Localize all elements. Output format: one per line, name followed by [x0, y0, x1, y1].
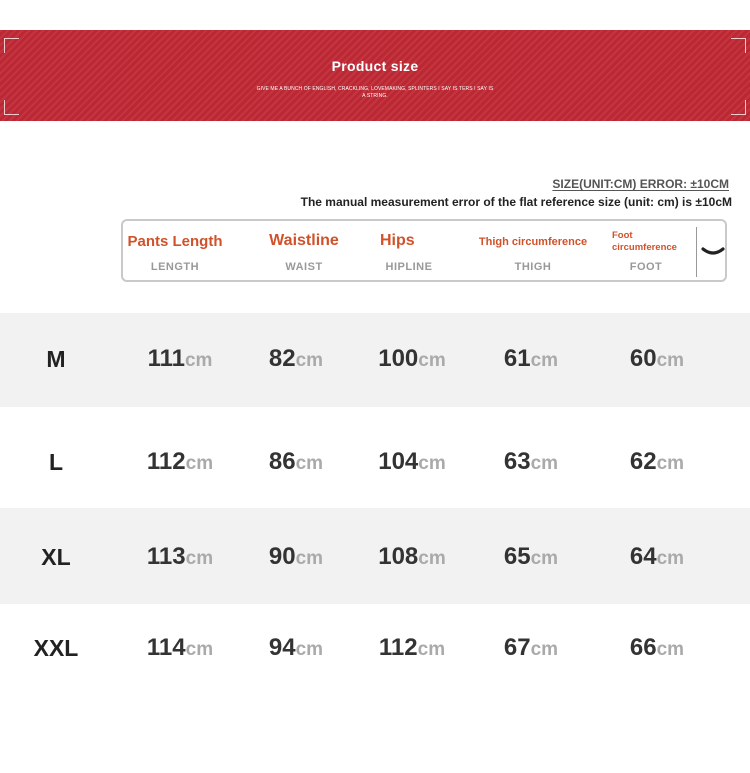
- hipline-value: [352, 543, 472, 571]
- header-label: Hips: [380, 232, 415, 249]
- unit: cm: [418, 548, 446, 569]
- value: 61: [503, 345, 531, 372]
- waist-value: [236, 345, 356, 373]
- banner-corner-top-right: [731, 38, 746, 53]
- length-value: [120, 543, 240, 571]
- thigh-value: [471, 634, 591, 662]
- value: 113: [146, 543, 186, 570]
- size-label: M: [46, 346, 66, 372]
- header-sub-label: HIPLINE: [385, 261, 433, 273]
- foot-value: [597, 448, 717, 476]
- unit: cm: [656, 350, 685, 371]
- value: 108: [378, 543, 419, 570]
- value: 64: [629, 543, 657, 570]
- hipline-value: [352, 634, 472, 662]
- unit: cm: [418, 453, 446, 474]
- unit: cm: [185, 548, 214, 569]
- banner-subtitle: GIVE ME A BUNCH OF ENGLISH, CRACKLING, LOVEMAKING, SPLINTERS I SAY IS TERS I SAY IS A STRING.: [256, 86, 494, 99]
- unit: cm: [656, 639, 685, 660]
- hipline-value: [352, 448, 472, 476]
- value: 65: [503, 543, 531, 570]
- header-divider: [696, 227, 697, 277]
- table-row: [0, 604, 750, 694]
- unit: cm: [295, 350, 324, 371]
- hipline-value: [352, 345, 472, 373]
- size-label: XL: [41, 544, 71, 570]
- value: 66: [629, 634, 657, 661]
- value: 104: [378, 448, 419, 475]
- unit: cm: [656, 453, 685, 474]
- value: 94: [268, 634, 296, 661]
- value: 114: [146, 634, 186, 661]
- unit: cm: [184, 350, 213, 371]
- unit: cm: [530, 548, 559, 569]
- unit: cm: [185, 453, 214, 474]
- value: 112: [378, 634, 418, 661]
- waist-value: [236, 634, 356, 662]
- thigh-value: [471, 543, 591, 571]
- measurement-header: [121, 219, 727, 282]
- header-sub-label: FOOT: [629, 261, 663, 273]
- value: 62: [629, 448, 657, 475]
- unit: cm: [295, 453, 324, 474]
- table-row: [0, 508, 750, 604]
- size-unit-note: SIZE(UNIT:CM) ERROR: ±10CM: [552, 177, 729, 191]
- waist-value: [236, 448, 356, 476]
- unit: cm: [417, 639, 446, 660]
- header-sub-label: THIGH: [514, 261, 552, 273]
- value: 111: [147, 345, 185, 372]
- length-value: [120, 448, 240, 476]
- value: 86: [268, 448, 296, 475]
- value: 90: [268, 543, 296, 570]
- length-value: [120, 345, 240, 373]
- table-row: [0, 407, 750, 508]
- header-sub-label: WAIST: [285, 261, 323, 273]
- value: 63: [503, 448, 531, 475]
- unit: cm: [418, 350, 446, 371]
- header-label: Waistline: [269, 232, 339, 249]
- banner-corner-top-left: [4, 38, 19, 53]
- chevron-down-icon[interactable]: [701, 243, 725, 261]
- value: 100: [378, 345, 419, 372]
- unit: cm: [295, 548, 324, 569]
- size-label: XXL: [33, 635, 79, 661]
- header-label: Thigh circumference: [478, 236, 588, 248]
- unit: cm: [656, 548, 685, 569]
- unit: cm: [530, 350, 559, 371]
- unit: cm: [530, 639, 559, 660]
- foot-value: [597, 345, 717, 373]
- banner-corner-bottom-left: [4, 100, 19, 115]
- table-row: [0, 313, 750, 407]
- header-label: Pants Length: [127, 233, 223, 250]
- product-size-banner: [0, 30, 750, 121]
- banner-title: Product size: [331, 58, 419, 74]
- waist-value: [236, 543, 356, 571]
- value: 67: [503, 634, 531, 661]
- foot-value: [597, 543, 717, 571]
- thigh-value: [471, 345, 591, 373]
- size-label: L: [48, 449, 64, 475]
- header-label: Foot circumference: [612, 230, 677, 253]
- error-note: The manual measurement error of the flat reference size (unit: cm) is ±10cM: [300, 195, 732, 209]
- unit: cm: [530, 453, 559, 474]
- header-sub-label: LENGTH: [150, 261, 200, 273]
- unit: cm: [295, 639, 324, 660]
- thigh-value: [471, 448, 591, 476]
- value: 82: [268, 345, 296, 372]
- banner-corner-bottom-right: [731, 100, 746, 115]
- foot-value: [597, 634, 717, 662]
- unit: cm: [185, 639, 214, 660]
- value: 60: [629, 345, 657, 372]
- value: 112: [146, 448, 186, 475]
- length-value: [120, 634, 240, 662]
